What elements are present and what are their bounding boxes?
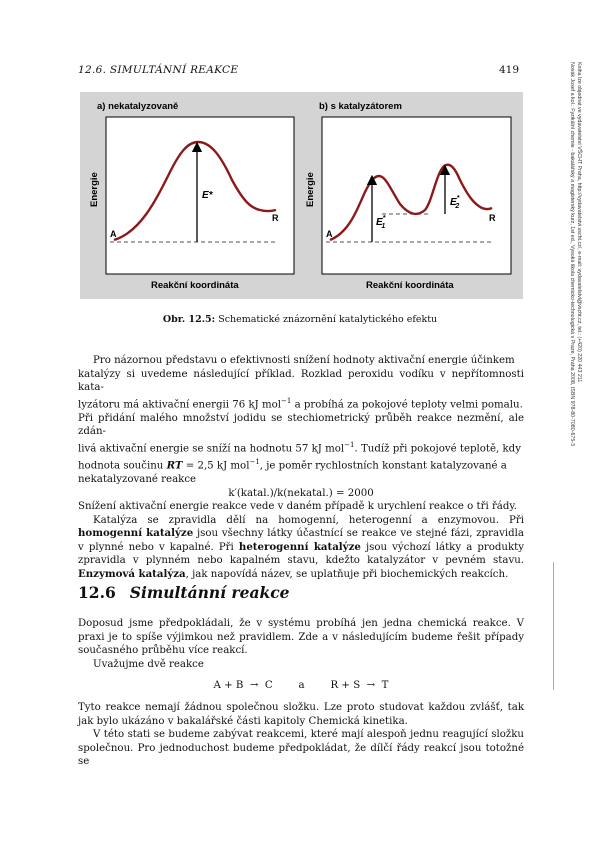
paragraph: Doposud jsme předpokládali, že v systému probíhá jen jedna chemická reakce. V praxi je to spíše výjimkou než pravidlem. Zde a v následujícím budeme řešit případy současného průběhu více reakcí. xyxy=(78,618,524,657)
text-line: Pro názornou představu o efektivnosti snížení hodnoty aktivační energie účinkem xyxy=(93,355,515,366)
paragraph-order: Snížení aktivační energie reakce vede v daném případě k urychlení reakce o tři řády. xyxy=(78,501,518,513)
text-line: livá aktivační energie se sníží na hodnotu 57 kJ mol$^{-1}$. Tudíž při pokojové teplotě, kdy xyxy=(78,440,521,455)
text-line: Při přidání malého množství jodidu se stechiometrický průběh reakce nezmění, ale zdán- xyxy=(78,412,524,438)
text-line: katalýzy si uvedeme následující příklad. Rozklad peroxidu vodíku v nepřítomnosti kata- xyxy=(78,368,524,394)
panel-a-label-r: R xyxy=(272,213,279,223)
caption-text: Schematické znázornění katalytického efektu xyxy=(218,314,438,325)
panel-b-label-a: A xyxy=(326,229,333,239)
panel-a-label-a: A xyxy=(110,229,117,239)
running-header: 12.6. SIMULTÁNNÍ REAKCE xyxy=(78,64,239,76)
panel-a-xlabel: Reakční koordináta xyxy=(151,280,239,291)
panel-a-ea-label: E* xyxy=(202,190,213,201)
panel-a-title: a) nekatalyzovaně xyxy=(97,101,179,112)
panel-b-title: b) s katalyzátorem xyxy=(319,101,402,112)
panel-a-plot xyxy=(106,117,294,274)
side-note-line2: Kniha lze objednat ve vydavatelství VŠCHT Praha, http://vydavatelstvi.vscht.cz/, e-mail: vydavatelstvi@vscht.cz, tel.: (+420) 220 443 211 xyxy=(576,62,582,383)
panel-a-ylabel: Energie xyxy=(89,172,100,207)
paragraph: V této stati se budeme zabývat reakcemi, které mají alespoň jednu reagující složku společnou. Pro jednoduchost budeme předpokládat, že dílčí řády reakcí jsou totožné se xyxy=(78,729,524,768)
panel-b-e2-label: E* 2 xyxy=(450,195,460,210)
paragraph: Tyto reakce nemají žádnou společnou složku. Lze proto studovat každou zvlášť, tak jak bylo ukázáno v bakalářské části kapitoly Chemická kinetika. xyxy=(78,701,524,727)
panel-b-plot xyxy=(322,117,511,274)
side-note-line1: Novák Josef a kol.: Fyzikální chemie - bakalářský a magisterský kurz, 1st ed., Vysoká škola chemicko-technologická v Praze, Praha 2008, ISBN 978-80-7080-675-3 xyxy=(569,62,575,447)
figure-svg xyxy=(80,92,523,299)
section-body xyxy=(78,617,524,769)
equation-reactions: A + B → C a R + S → T xyxy=(213,680,389,692)
page-number: 419 xyxy=(499,64,520,76)
section-heading: 12.6 Simultánní reakce xyxy=(78,583,290,602)
panel-b-e1-label: E* 1 xyxy=(376,215,386,230)
paragraph: Uvažujme dvě reakce xyxy=(93,658,204,670)
margin-rule xyxy=(553,562,554,690)
panel-b-label-r: R xyxy=(489,213,496,223)
panel-b-ylabel: Energie xyxy=(305,172,316,207)
caption-label: Obr. 12.5: xyxy=(162,314,216,325)
side-copyright-note xyxy=(567,62,582,582)
paragraph-intro xyxy=(78,354,524,582)
text-line: hodnota součinu RT = 2,5 kJ mol$^{-1}$, je poměr rychlostních konstant katalyzované a xyxy=(78,457,507,472)
figure-caption xyxy=(0,314,600,325)
equation-rate-ratio: k′(katal.)/k(nekatal.) = 2000 xyxy=(228,487,374,499)
panel-b-xlabel: Reakční koordináta xyxy=(366,280,454,291)
figure-catalysis xyxy=(80,92,523,299)
text-line: lyzátoru má aktivační energii 76 kJ mol$^{-1}$ a probíhá za pokojové teploty velmi pomalu. xyxy=(78,396,523,411)
text-line: nekatalyzované reakce xyxy=(78,473,197,485)
paragraph-catalysis-types: Katalýza se zpravidla dělí na homogenní, heterogenní a enzymovou. Při homogenní katalýze jsou všechny látky účastnící se reakce ve stejné fázi, zpravidla v plynné nebo v kapalné. Při heterogenní katalýze jsou výchozí látky a produkty zpravidla v plynném nebo kapalném stavu, kdežto katalyzátor v pevném stavu. Enzymová katalýza, jak napovídá název, se uplatňuje při biochemických reakcích. xyxy=(78,514,524,581)
